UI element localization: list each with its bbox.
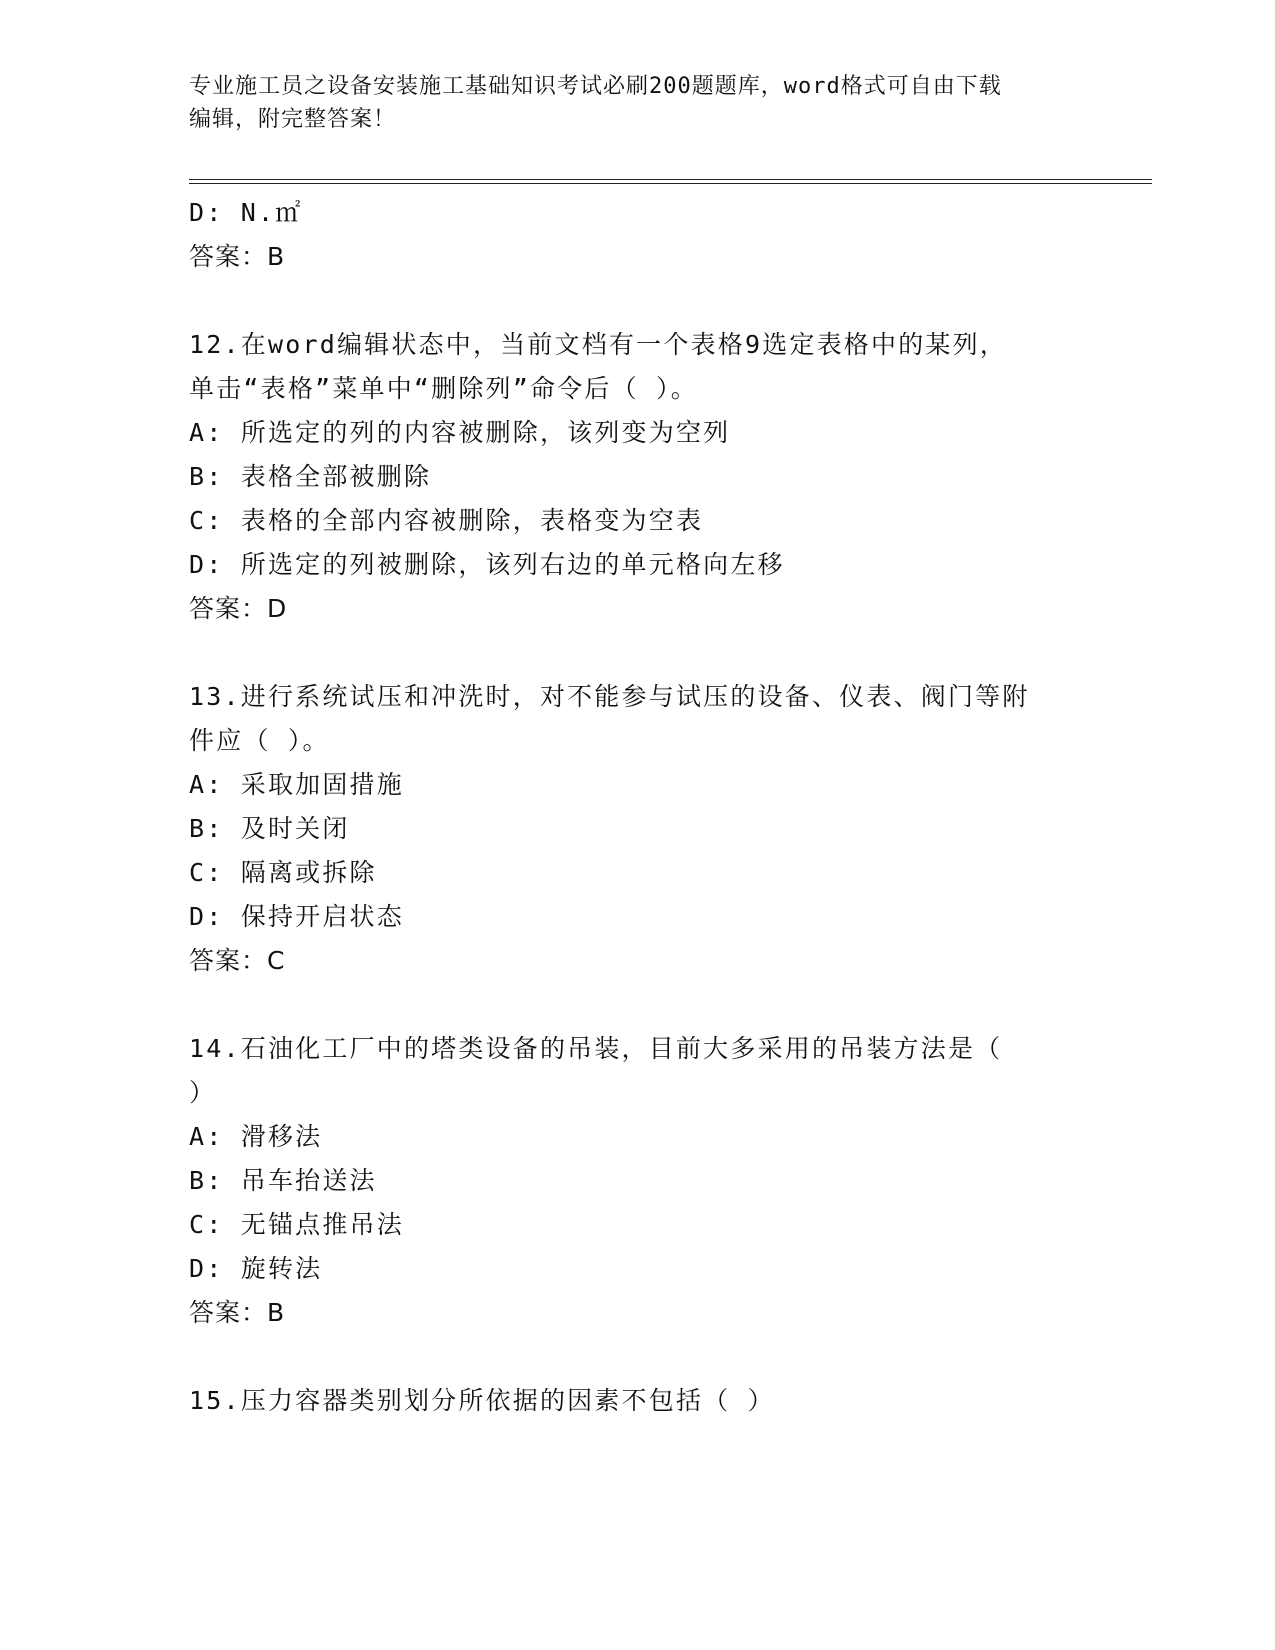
q13-option-d: D: 保持开启状态 bbox=[189, 902, 404, 931]
header-title-line-1: 专业施工员之设备安装施工基础知识考试必刷200题题库，word格式可自由下载 bbox=[189, 74, 1002, 99]
q14-option-c: C: 无锚点推吊法 bbox=[189, 1210, 404, 1239]
q12-stem-line-1: 12.在word编辑状态中，当前文档有一个表格9选定表格中的某列， bbox=[189, 330, 1008, 359]
header-divider-top bbox=[189, 179, 1152, 180]
q14-answer: 答案：B bbox=[189, 1298, 286, 1327]
q12-answer: 答案：D bbox=[189, 594, 288, 623]
header-title-line-2: 编辑，附完整答案！ bbox=[189, 107, 397, 132]
q12-option-b: B: 表格全部被删除 bbox=[189, 462, 432, 491]
q14-option-b: B: 吊车抬送法 bbox=[189, 1166, 377, 1195]
q14-option-d: D: 旋转法 bbox=[189, 1254, 323, 1283]
q14-option-a: A: 滑移法 bbox=[189, 1122, 323, 1151]
q13-option-b: B: 及时关闭 bbox=[189, 814, 350, 843]
q13-option-c: C: 隔离或拆除 bbox=[189, 858, 377, 887]
q13-stem-line-1: 13.进行系统试压和冲洗时，对不能参与试压的设备、仪表、阀门等附 bbox=[189, 682, 1030, 711]
q12-option-a: A: 所选定的列的内容被删除，该列变为空列 bbox=[189, 418, 731, 447]
q11-option-d: D: N.㎡ bbox=[189, 198, 303, 227]
q12-option-c: C: 表格的全部内容被删除，表格变为空表 bbox=[189, 506, 704, 535]
q14-stem-line-1: 14.石油化工厂中的塔类设备的吊装，目前大多采用的吊装方法是（ bbox=[189, 1034, 1003, 1063]
q12-option-d: D: 所选定的列被删除，该列右边的单元格向左移 bbox=[189, 550, 785, 579]
q13-option-a: A: 采取加固措施 bbox=[189, 770, 404, 799]
q13-answer: 答案：C bbox=[189, 946, 286, 975]
q12-stem-line-2: 单击“表格”菜单中“删除列”命令后（ ）。 bbox=[189, 374, 698, 403]
q15-stem-line-1: 15.压力容器类别划分所依据的因素不包括（ ） bbox=[189, 1386, 775, 1415]
q13-stem-line-2: 件应（ ）。 bbox=[189, 726, 330, 755]
header-divider-bottom bbox=[189, 183, 1152, 184]
q14-stem-line-2: ） bbox=[189, 1078, 217, 1107]
q11-answer: 答案：B bbox=[189, 242, 286, 271]
document-header bbox=[189, 70, 1069, 136]
